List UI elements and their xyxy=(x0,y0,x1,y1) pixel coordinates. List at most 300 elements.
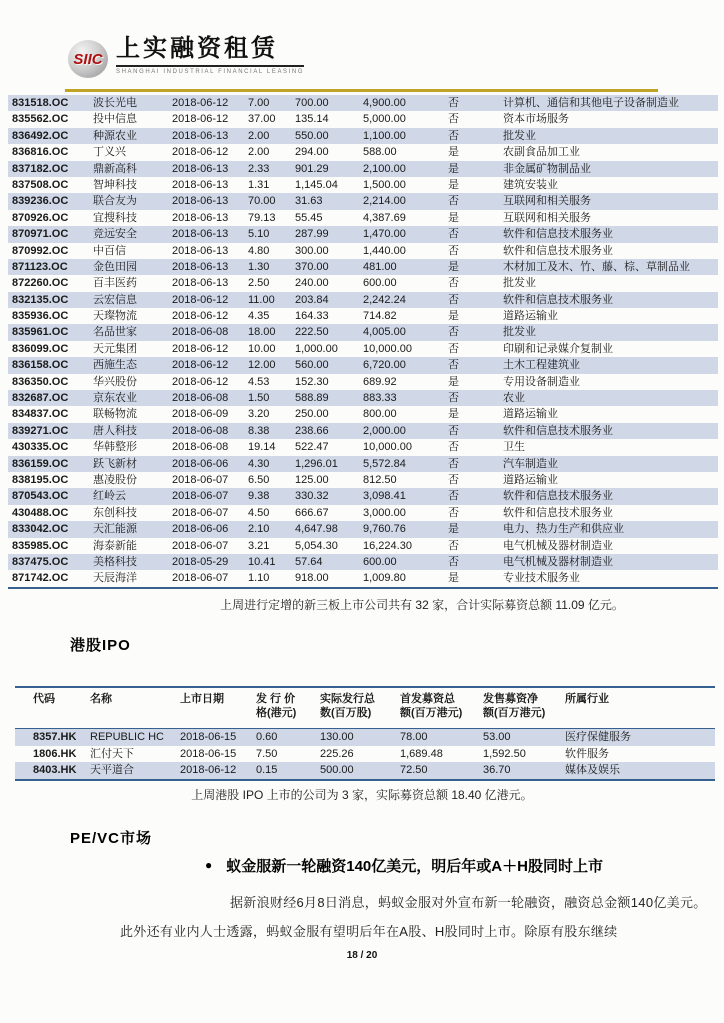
neeq-table-row-cell: 4.53 xyxy=(248,375,270,388)
neeq-table-row-cell: 计算机、通信和其他电子设备制造业 xyxy=(503,97,679,109)
neeq-summary-text: 上周进行定增的新三板上市公司共有 32 家，合计实际募资总额 11.09 亿元。 xyxy=(220,598,624,612)
hk-ipo-table xyxy=(15,686,715,781)
neeq-table-row-cell: 否 xyxy=(448,228,459,241)
neeq-table-row-cell: 689.92 xyxy=(363,375,397,388)
neeq-table-row-cell: 唐人科技 xyxy=(93,424,137,437)
neeq-table-row-cell: 800.00 xyxy=(363,408,397,421)
neeq-table-row-cell: 跃飞新材 xyxy=(93,457,137,470)
neeq-table-row-cell: 道路运输业 xyxy=(503,310,558,323)
neeq-table-row-cell: 4,647.98 xyxy=(295,523,338,536)
neeq-table-row-cell: 837182.OC xyxy=(12,162,69,175)
neeq-table-row-cell: 836158.OC xyxy=(12,359,69,372)
neeq-table-row xyxy=(8,193,718,209)
neeq-table-row xyxy=(8,144,718,160)
hk-ipo-table-row-cell: 36.70 xyxy=(483,764,511,776)
neeq-table-row-cell: 2,242.24 xyxy=(363,293,406,306)
neeq-table-row-cell: 5,000.00 xyxy=(363,113,406,126)
neeq-table-row-cell: 294.00 xyxy=(295,146,329,159)
neeq-table-row-cell: 否 xyxy=(448,195,459,208)
hk-header-industry: 所属行业 xyxy=(565,693,609,705)
neeq-table-row xyxy=(8,570,718,586)
neeq-table-row-cell: 330.32 xyxy=(295,490,329,503)
neeq-table-row-cell: 汽车制造业 xyxy=(503,457,558,470)
neeq-table-row-cell: 839271.OC xyxy=(12,424,69,437)
neeq-table-row-cell: 870992.OC xyxy=(12,244,69,257)
neeq-table-row-cell: 4,005.00 xyxy=(363,326,406,339)
neeq-table-row-cell: 1.10 xyxy=(248,572,270,585)
neeq-table-row-cell: 金色田园 xyxy=(93,260,137,273)
logo-subtitle: SHANGHAI INDUSTRIAL FINANCIAL LEASING xyxy=(116,69,305,76)
neeq-table-row-cell: 666.67 xyxy=(295,506,329,519)
neeq-table-row-cell: 软件和信息技术服务业 xyxy=(503,490,613,503)
neeq-table-row-cell: 是 xyxy=(448,572,459,585)
neeq-table-row-cell: 3,098.41 xyxy=(363,490,406,503)
neeq-table-row-cell: 2018-06-08 xyxy=(172,441,229,454)
neeq-table-row-cell: 2018-06-07 xyxy=(172,539,229,552)
neeq-table-row-cell: 135.14 xyxy=(295,113,329,126)
logo-text-block xyxy=(116,36,304,75)
neeq-table-row-cell: 3,000.00 xyxy=(363,506,406,519)
hk-ipo-table-row xyxy=(15,729,715,746)
neeq-table-row xyxy=(8,259,718,275)
neeq-table-row-cell: 16,224.30 xyxy=(363,539,412,552)
neeq-table-row-cell: 2018-06-08 xyxy=(172,326,229,339)
neeq-table-row-cell: 美格科技 xyxy=(93,555,137,568)
page-number: 18 / 20 xyxy=(346,950,378,961)
neeq-placement-table xyxy=(8,95,718,589)
neeq-table-row-cell: 871123.OC xyxy=(12,260,68,273)
neeq-table-row-cell: 55.45 xyxy=(295,211,323,224)
neeq-table-row-cell: 华兴股份 xyxy=(93,375,137,388)
neeq-table-row xyxy=(8,456,718,472)
neeq-table-row-cell: 2018-06-13 xyxy=(172,178,229,191)
neeq-table-row-cell: 否 xyxy=(448,490,459,503)
neeq-table-row-cell: 否 xyxy=(448,293,459,306)
neeq-table-row-cell: 600.00 xyxy=(363,555,397,568)
neeq-table-row-cell: 1,500.00 xyxy=(363,178,406,191)
neeq-table-row-cell: 836492.OC xyxy=(12,129,69,142)
neeq-table-row-cell: 70.00 xyxy=(248,195,276,208)
neeq-table-row-cell: 联畅物流 xyxy=(93,408,137,421)
neeq-table-row-cell: 2018-06-13 xyxy=(172,260,229,273)
neeq-table-row-cell: 2.33 xyxy=(248,162,270,175)
neeq-table-row-cell: 否 xyxy=(448,129,459,142)
neeq-table-row-cell: 宜搜科技 xyxy=(93,211,137,224)
neeq-table-row xyxy=(8,390,718,406)
hk-ipo-table-row-cell: 7.50 xyxy=(256,747,278,760)
neeq-table-row-cell: 839236.OC xyxy=(12,195,69,208)
neeq-table-row-cell: 4,900.00 xyxy=(363,97,406,109)
neeq-table-row-cell: 870926.OC xyxy=(12,211,69,224)
neeq-table-row-cell: 2018-06-12 xyxy=(172,293,229,306)
neeq-table-row-cell: 2018-06-13 xyxy=(172,244,229,257)
hk-ipo-table-row-cell: 500.00 xyxy=(320,764,354,776)
neeq-table-row-cell: 建筑安装业 xyxy=(503,178,558,191)
neeq-table-row-cell: 是 xyxy=(448,178,459,191)
neeq-table-row-cell: 250.00 xyxy=(295,408,329,421)
neeq-table-row-cell: 否 xyxy=(448,506,459,519)
neeq-table-row xyxy=(8,406,718,422)
neeq-table-row-cell: 天辰海洋 xyxy=(93,572,137,585)
neeq-table-row-cell: 1.30 xyxy=(248,260,270,273)
neeq-table-row-cell: 红岭云 xyxy=(93,490,126,503)
neeq-table-row-cell: 鼎新高科 xyxy=(93,162,137,175)
neeq-table-row-cell: 4.30 xyxy=(248,457,270,470)
neeq-table-row-cell: 波长光电 xyxy=(93,97,137,109)
hk-ipo-table-row-cell: 78.00 xyxy=(400,731,428,743)
neeq-table-row xyxy=(8,177,718,193)
neeq-table-row-cell: 是 xyxy=(448,375,459,388)
neeq-table-row-cell: 18.00 xyxy=(248,326,276,339)
neeq-table-row-cell: 835562.OC xyxy=(12,113,69,126)
hk-ipo-table-row xyxy=(15,762,715,779)
hk-header-list-date: 上市日期 xyxy=(180,693,224,705)
neeq-table-row-cell: 投中信息 xyxy=(93,113,137,126)
neeq-table-row-cell: 互联网和相关服务 xyxy=(503,211,591,224)
hk-header-code: 代码 xyxy=(33,693,55,705)
neeq-table-row-cell: 1,296.01 xyxy=(295,457,338,470)
neeq-table-row-cell: 土木工程建筑业 xyxy=(503,359,580,372)
neeq-table-row-cell: 2018-06-13 xyxy=(172,129,229,142)
neeq-table-row-cell: 农副食品加工业 xyxy=(503,146,580,159)
neeq-table-row-cell: 522.47 xyxy=(295,441,329,454)
neeq-table-row-cell: 10.00 xyxy=(248,342,276,355)
neeq-table-row-cell: 31.63 xyxy=(295,195,323,208)
neeq-table-row-cell: 农业 xyxy=(503,392,525,405)
neeq-table-row-cell: 云宏信息 xyxy=(93,293,137,306)
neeq-table-row xyxy=(8,308,718,324)
neeq-table-row-cell: 2018-06-12 xyxy=(172,342,229,355)
neeq-table-row-cell: 1,470.00 xyxy=(363,228,406,241)
neeq-table-row-cell: 872260.OC xyxy=(12,277,69,290)
neeq-table-row-cell: 2018-06-13 xyxy=(172,277,229,290)
neeq-table-row-cell: 238.66 xyxy=(295,424,329,437)
hk-ipo-table-row-cell: 0.60 xyxy=(256,731,278,743)
neeq-table-row-cell: 软件和信息技术服务业 xyxy=(503,506,613,519)
neeq-table-row-cell: 4.50 xyxy=(248,506,270,519)
neeq-table-row-cell: 天汇能源 xyxy=(93,523,137,536)
neeq-table-row-cell: 是 xyxy=(448,162,459,175)
neeq-table-row-cell: 2018-06-07 xyxy=(172,473,229,486)
neeq-table-row-cell: 批发业 xyxy=(503,326,536,339)
neeq-table-row xyxy=(8,439,718,455)
neeq-table-row-cell: 871742.OC xyxy=(12,572,69,585)
neeq-table-row xyxy=(8,423,718,439)
neeq-table-row-cell: 2,000.00 xyxy=(363,424,406,437)
neeq-table-row-cell: 714.82 xyxy=(363,310,397,323)
neeq-table-row-cell: 道路运输业 xyxy=(503,473,558,486)
neeq-table-row-cell: 834837.OC xyxy=(12,408,69,421)
neeq-table-row-cell: 7.00 xyxy=(248,97,270,109)
pevc-news-headline xyxy=(205,855,603,876)
neeq-table-row-cell: 电力、热力生产和供应业 xyxy=(503,523,624,536)
neeq-table-row-cell: 2,100.00 xyxy=(363,162,406,175)
neeq-table-row-cell: 836816.OC xyxy=(12,146,69,159)
neeq-table-row-cell: 11.00 xyxy=(248,293,275,306)
neeq-table-row-cell: 2018-06-07 xyxy=(172,572,229,585)
hk-ipo-table-row-cell: 软件服务 xyxy=(565,747,609,760)
hk-ipo-table-row-cell: 2018-06-15 xyxy=(180,747,237,760)
hk-header-issue-price: 发 行 价 格(港元) xyxy=(256,693,297,719)
neeq-table-row-cell: 道路运输业 xyxy=(503,408,558,421)
neeq-table-row-cell: 9,760.76 xyxy=(363,523,406,536)
neeq-table-row-cell: 8.38 xyxy=(248,424,270,437)
hk-header-gross-raised: 首发募资总 额(百万港元) xyxy=(400,693,463,719)
hk-ipo-table-row-cell: 1,592.50 xyxy=(483,747,526,760)
neeq-table-row-cell: 10.41 xyxy=(248,555,276,568)
neeq-table-row xyxy=(8,324,718,340)
neeq-table-row-cell: 835936.OC xyxy=(12,310,69,323)
neeq-table-row-cell: 3.21 xyxy=(248,539,270,552)
neeq-table-row xyxy=(8,161,718,177)
neeq-table-row-cell: 中百信 xyxy=(93,244,126,257)
neeq-table-row-cell: 否 xyxy=(448,441,459,454)
neeq-table-row-cell: 1,145.04 xyxy=(295,178,338,191)
hk-ipo-table-row-cell: 72.50 xyxy=(400,764,428,776)
neeq-table-row-cell: 835985.OC xyxy=(12,539,69,552)
neeq-table-row-cell: 2018-05-29 xyxy=(172,555,229,568)
neeq-table-row-cell: 300.00 xyxy=(295,244,329,257)
hk-ipo-table-row-cell: 8403.HK xyxy=(33,764,77,776)
neeq-table-row-cell: 2018-06-12 xyxy=(172,97,229,109)
neeq-table-row-cell: 430488.OC xyxy=(12,506,69,519)
siic-globe-icon xyxy=(68,40,108,78)
neeq-table-row-cell: 2018-06-12 xyxy=(172,375,229,388)
neeq-table-row-cell: 智坤科技 xyxy=(93,178,137,191)
neeq-table-row-cell: 否 xyxy=(448,539,459,552)
neeq-table-row-cell: 481.00 xyxy=(363,260,397,273)
neeq-table-row-cell: 海泰新能 xyxy=(93,539,137,552)
hk-ipo-table-row-cell: 天平道合 xyxy=(90,764,134,776)
neeq-table-row-cell: 430335.OC xyxy=(12,441,69,454)
neeq-table-row-cell: 6.50 xyxy=(248,473,270,486)
neeq-table-row-cell: 是 xyxy=(448,146,459,159)
neeq-table-row-cell: 木材加工及木、竹、藤、棕、草制品业 xyxy=(503,260,690,273)
hk-header-net-raised: 发售募资净 额(百万港元) xyxy=(483,693,546,719)
neeq-table-row-cell: 883.33 xyxy=(363,392,397,405)
neeq-table-row-cell: 软件和信息技术服务业 xyxy=(503,424,613,437)
company-logo xyxy=(68,36,304,78)
neeq-table-row-cell: 10,000.00 xyxy=(363,441,412,454)
bullet-icon: ● xyxy=(205,858,213,872)
neeq-table-row-cell: 百丰医药 xyxy=(93,277,137,290)
hk-ipo-table-row-cell: 225.26 xyxy=(320,747,354,760)
neeq-table-row-cell: 700.00 xyxy=(295,97,329,109)
neeq-table-row-cell: 否 xyxy=(448,555,459,568)
neeq-table-row-cell: 203.84 xyxy=(295,293,329,306)
section-heading-pevc: PE/VC市场 xyxy=(70,830,153,847)
neeq-table-row-cell: 卫生 xyxy=(503,441,525,454)
neeq-table-row-cell: 批发业 xyxy=(503,129,536,142)
neeq-table-row-cell: 600.00 xyxy=(363,277,397,290)
hk-ipo-table-row-cell: 汇付天下 xyxy=(90,747,134,760)
neeq-table-row-cell: 10,000.00 xyxy=(363,342,412,355)
neeq-table-row-cell: 2.50 xyxy=(248,277,270,290)
neeq-table-row-cell: 2018-06-08 xyxy=(172,424,229,437)
neeq-table-row-cell: 37.00 xyxy=(248,113,276,126)
neeq-table-row-cell: 901.29 xyxy=(295,162,329,175)
neeq-table-row-cell: 否 xyxy=(448,473,459,486)
neeq-table-row xyxy=(8,538,718,554)
neeq-table-row xyxy=(8,554,718,570)
neeq-table-row-cell: 836159.OC xyxy=(12,457,69,470)
neeq-table-row-cell: 918.00 xyxy=(295,572,329,585)
neeq-table-row xyxy=(8,275,718,291)
neeq-table-row-cell: 870971.OC xyxy=(12,228,69,241)
neeq-table-row-cell: 否 xyxy=(448,392,459,405)
neeq-table-row xyxy=(8,292,718,308)
neeq-table-row-cell: 软件和信息技术服务业 xyxy=(503,244,613,257)
neeq-table-row-cell: 是 xyxy=(448,523,459,536)
neeq-table-row xyxy=(8,357,718,373)
neeq-table-row-cell: 2018-06-13 xyxy=(172,162,229,175)
neeq-table-row-cell: 812.50 xyxy=(363,473,397,486)
hk-ipo-table-row-cell: 8357.HK xyxy=(33,731,77,743)
neeq-table-row-cell: 2018-06-12 xyxy=(172,113,229,126)
neeq-table-row-cell: 1,100.00 xyxy=(363,129,406,142)
neeq-table-row-cell: 6,720.00 xyxy=(363,359,406,372)
neeq-table-row-cell: 否 xyxy=(448,244,459,257)
neeq-table-row-cell: 2018-06-12 xyxy=(172,146,229,159)
neeq-table-row xyxy=(8,128,718,144)
neeq-table-row-cell: 79.13 xyxy=(248,211,276,224)
neeq-table-row-cell: 竞远安全 xyxy=(93,228,137,241)
neeq-table-row-cell: 588.00 xyxy=(363,146,397,159)
neeq-table-row-cell: 2018-06-13 xyxy=(172,211,229,224)
neeq-table-row-cell: 是 xyxy=(448,260,459,273)
neeq-table-row-cell: 京东农业 xyxy=(93,392,137,405)
section-heading-hk-ipo: 港股IPO xyxy=(70,637,131,654)
neeq-table-row xyxy=(8,521,718,537)
header-gold-rule xyxy=(65,89,658,92)
hk-ipo-table-row-cell: REPUBLIC HC xyxy=(90,731,164,743)
neeq-table-row-cell: 2018-06-07 xyxy=(172,490,229,503)
neeq-table-row-cell: 5,572.84 xyxy=(363,457,406,470)
neeq-table-row-cell: 电气机械及器材制造业 xyxy=(503,555,613,568)
hk-ipo-table-row-cell: 1,689.48 xyxy=(400,747,443,760)
neeq-table-row-cell: 588.89 xyxy=(295,392,329,405)
neeq-table-row xyxy=(8,243,718,259)
neeq-table-row-cell: 资本市场服务 xyxy=(503,113,569,126)
neeq-table-row-cell: 240.00 xyxy=(295,277,329,290)
hk-ipo-table-row-cell: 2018-06-15 xyxy=(180,731,237,743)
neeq-table-row-cell: 4.35 xyxy=(248,310,270,323)
neeq-table-row-cell: 164.33 xyxy=(295,310,329,323)
neeq-table-row-cell: 东创科技 xyxy=(93,506,137,519)
neeq-table-row-cell: 软件和信息技术服务业 xyxy=(503,228,613,241)
hk-ipo-table-row-cell: 媒体及娱乐 xyxy=(565,764,620,776)
neeq-table-row-cell: 2018-06-08 xyxy=(172,392,229,405)
neeq-table-row-cell: 否 xyxy=(448,359,459,372)
neeq-table-row-cell: 837475.OC xyxy=(12,555,69,568)
neeq-table-row-cell: 57.64 xyxy=(295,555,323,568)
hk-header-name: 名称 xyxy=(90,693,112,705)
neeq-table-row-cell: 惠凌股份 xyxy=(93,473,137,486)
neeq-table-row-cell: 5.10 xyxy=(248,228,270,241)
neeq-table-row-cell: 4.80 xyxy=(248,244,270,257)
neeq-table-row xyxy=(8,341,718,357)
neeq-table-row-cell: 287.99 xyxy=(295,228,329,241)
neeq-table-row xyxy=(8,472,718,488)
neeq-table-row-cell: 互联网和相关服务 xyxy=(503,195,591,208)
neeq-table-row-cell: 非金属矿物制品业 xyxy=(503,162,591,175)
hk-ipo-table-header xyxy=(15,688,715,729)
neeq-table-row-cell: 550.00 xyxy=(295,129,329,142)
neeq-table-row-cell: 833042.OC xyxy=(12,523,69,536)
hk-ipo-table-row-cell: 2018-06-12 xyxy=(180,764,237,776)
neeq-table-row-cell: 152.30 xyxy=(295,375,329,388)
neeq-table-row-cell: 专业技术服务业 xyxy=(503,572,580,585)
neeq-table-row-cell: 835961.OC xyxy=(12,326,69,339)
neeq-table-row xyxy=(8,226,718,242)
neeq-table-row-cell: 370.00 xyxy=(295,260,329,273)
neeq-table-row-cell: 华韩整形 xyxy=(93,441,137,454)
neeq-table-row-cell: 名品世家 xyxy=(93,326,137,339)
neeq-table-row-cell: 是 xyxy=(448,211,459,224)
neeq-table-row xyxy=(8,95,718,111)
neeq-table-row-cell: 否 xyxy=(448,277,459,290)
neeq-table-row-cell: 4,387.69 xyxy=(363,211,406,224)
neeq-table-row-cell: 9.38 xyxy=(248,490,270,503)
neeq-table-row-cell: 836099.OC xyxy=(12,342,69,355)
neeq-table-row xyxy=(8,210,718,226)
neeq-table-row-cell: 832687.OC xyxy=(12,392,69,405)
hk-ipo-table-row-cell: 130.00 xyxy=(320,731,354,743)
neeq-table-row-cell: 870543.OC xyxy=(12,490,69,503)
neeq-table-row-cell: 1.50 xyxy=(248,392,270,405)
neeq-table-row-cell: 2018-06-12 xyxy=(172,359,229,372)
neeq-table-row-cell: 1,440.00 xyxy=(363,244,406,257)
neeq-table-row-cell: 836350.OC xyxy=(12,375,69,388)
neeq-table-row-cell: 软件和信息技术服务业 xyxy=(503,293,613,306)
neeq-table-row-cell: 丁义兴 xyxy=(93,146,126,159)
neeq-table-row-cell: 否 xyxy=(448,113,459,126)
hk-header-shares-issued: 实际发行总 数(百万股) xyxy=(320,693,375,719)
neeq-table-row-cell: 2.00 xyxy=(248,146,270,159)
neeq-table-row-cell: 832135.OC xyxy=(12,293,69,306)
neeq-table-row-cell: 批发业 xyxy=(503,277,536,290)
neeq-table-row-cell: 560.00 xyxy=(295,359,329,372)
neeq-table-row-cell: 838195.OC xyxy=(12,473,69,486)
neeq-table-row-cell: 专用设备制造业 xyxy=(503,375,580,388)
neeq-table-row-cell: 种源农业 xyxy=(93,129,137,142)
neeq-table-row xyxy=(8,111,718,127)
hk-ipo-table-row-cell: 医疗保健服务 xyxy=(565,731,631,743)
pevc-headline-text: 蚁金服新一轮融资140亿美元，明后年或A＋H股同时上市 xyxy=(226,858,603,875)
neeq-table-row-cell: 1.31 xyxy=(248,178,270,191)
neeq-table-row-cell: 1,000.00 xyxy=(295,342,338,355)
neeq-table-row-cell: 2018-06-12 xyxy=(172,310,229,323)
neeq-table-row-cell: 12.00 xyxy=(248,359,276,372)
neeq-table-row-cell: 否 xyxy=(448,97,459,109)
neeq-table-row-cell: 西施生态 xyxy=(93,359,137,372)
neeq-table-row xyxy=(8,505,718,521)
neeq-table-row-cell: 2018-06-13 xyxy=(172,228,229,241)
neeq-table-row-cell: 2.10 xyxy=(248,523,270,536)
hk-ipo-table-row-cell: 1806.HK xyxy=(33,747,77,760)
pevc-body-line-1: 据新浪财经6月8日消息，蚂蚁金服对外宣布新一轮融资，融资总金额140亿美元。 xyxy=(230,895,707,910)
neeq-table-row-cell: 837508.OC xyxy=(12,178,69,191)
neeq-table-row-cell: 否 xyxy=(448,326,459,339)
pevc-body-line-2: 此外还有业内人士透露，蚂蚁金服有望明后年在A股、H股同时上市。除原有股东继续 xyxy=(120,924,618,939)
hk-ipo-table-body xyxy=(15,729,715,779)
neeq-table-row xyxy=(8,488,718,504)
neeq-table-row-cell: 否 xyxy=(448,424,459,437)
neeq-table-row-cell: 19.14 xyxy=(248,441,276,454)
neeq-table-row-cell: 2018-06-07 xyxy=(172,506,229,519)
neeq-table-row-cell: 2.00 xyxy=(248,129,270,142)
hk-ipo-summary-text: 上周港股 IPO 上市的公司为 3 家，实际募资总额 18.40 亿港元。 xyxy=(191,788,533,802)
